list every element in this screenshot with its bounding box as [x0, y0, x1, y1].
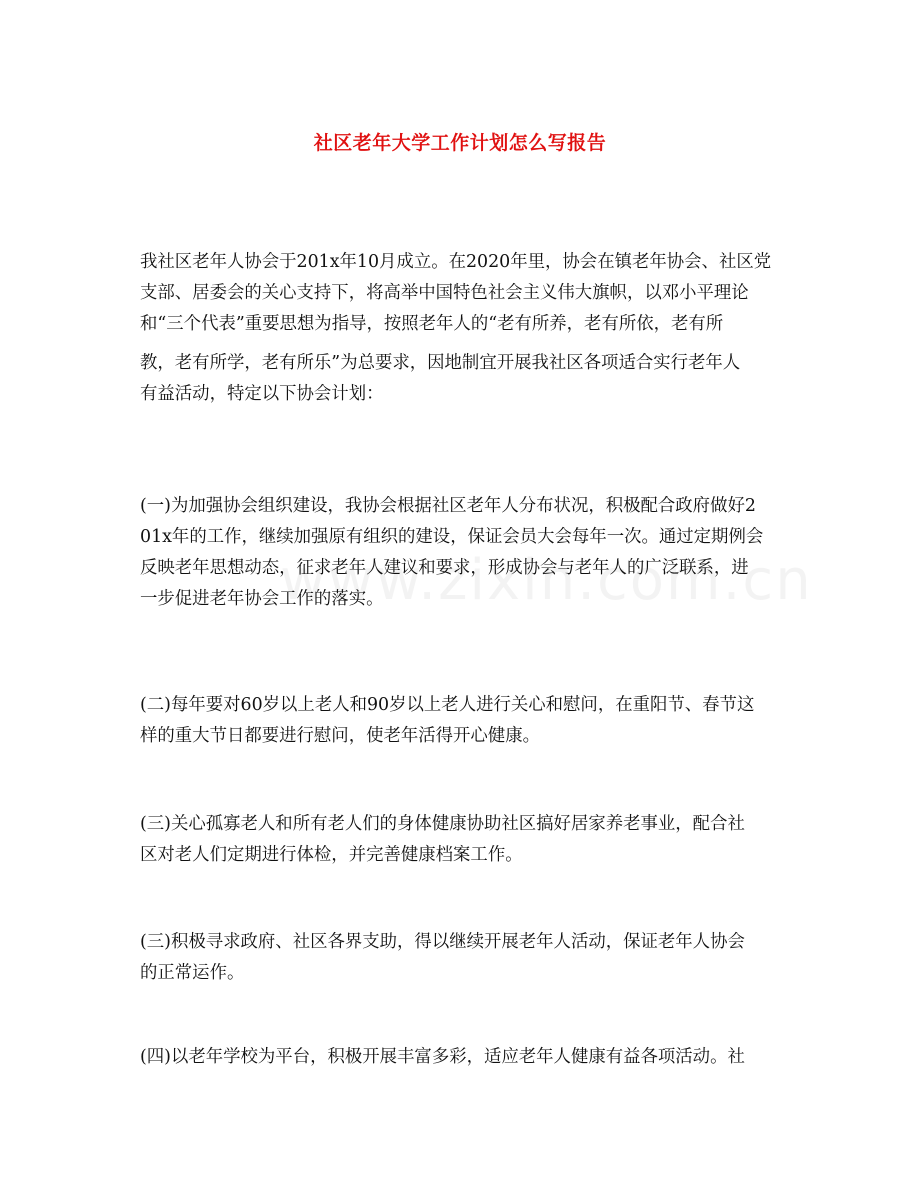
paragraph-line: 有益活动，特定以下协会计划： — [140, 384, 384, 404]
paragraph-line: 01x年的工作，继续加强原有组织的建设，保证会员大会每年一次。通过定期例会 — [140, 527, 764, 547]
paragraph-item-5 — [140, 1042, 774, 1073]
paragraph-line: 支部、居委会的关心支持下，将高举中国特色社会主义伟大旗帜，以邓小平理论 — [140, 283, 749, 303]
paragraph-line: 我社区老年人协会于201x年10月成立。在2020年里，协会在镇老年协会、社区党 — [140, 252, 772, 272]
paragraph-line: 教，老有所学，老有所乐”为总要求，因地制宜开展我社区各项适合实行老年人 — [140, 353, 741, 373]
paragraph-line: (三)积极寻求政府、社区各界支助，得以继续开展老年人活动，保证老年人协会 — [140, 932, 745, 952]
paragraph-line: 样的重大节日都要进行慰问，使老年活得开心健康。 — [140, 726, 540, 746]
paragraph-line: 一步促进老年协会工作的落实。 — [140, 589, 384, 609]
paragraph-item-3 — [140, 809, 774, 871]
paragraph-item-2 — [140, 690, 774, 752]
paragraph-line: (四)以老年学校为平台，积极开展丰富多彩，适应老年人健康有益各项活动。社 — [140, 1047, 745, 1067]
document-title: 社区老年大学工作计划怎么写报告 — [313, 132, 607, 154]
paragraph-line: (二)每年要对60岁以上老人和90岁以上老人进行关心和慰问，在重阳节、春节这 — [140, 695, 755, 715]
paragraph-line: (三)关心孤寡老人和所有老人们的身体健康协助社区搞好居家养老事业，配合社 — [140, 814, 745, 834]
paragraph-item-4 — [140, 927, 774, 989]
paragraph-line: 反映老年思想动态，征求老年人建议和要求，形成协会与老年人的广泛联系，进 — [140, 558, 749, 578]
paragraph-line: 和“三个代表”重要思想为指导，按照老年人的“老有所养，老有所依，老有所 — [140, 314, 724, 334]
paragraph-item-1 — [140, 491, 774, 615]
paragraph-line: (一)为加强协会组织建设，我协会根据社区老年人分布状况，积极配合政府做好2 — [140, 496, 756, 516]
paragraph-intro — [140, 247, 774, 410]
paragraph-line: 的正常运作。 — [140, 963, 245, 983]
paragraph-line: 区对老人们定期进行体检，并完善健康档案工作。 — [140, 845, 523, 865]
